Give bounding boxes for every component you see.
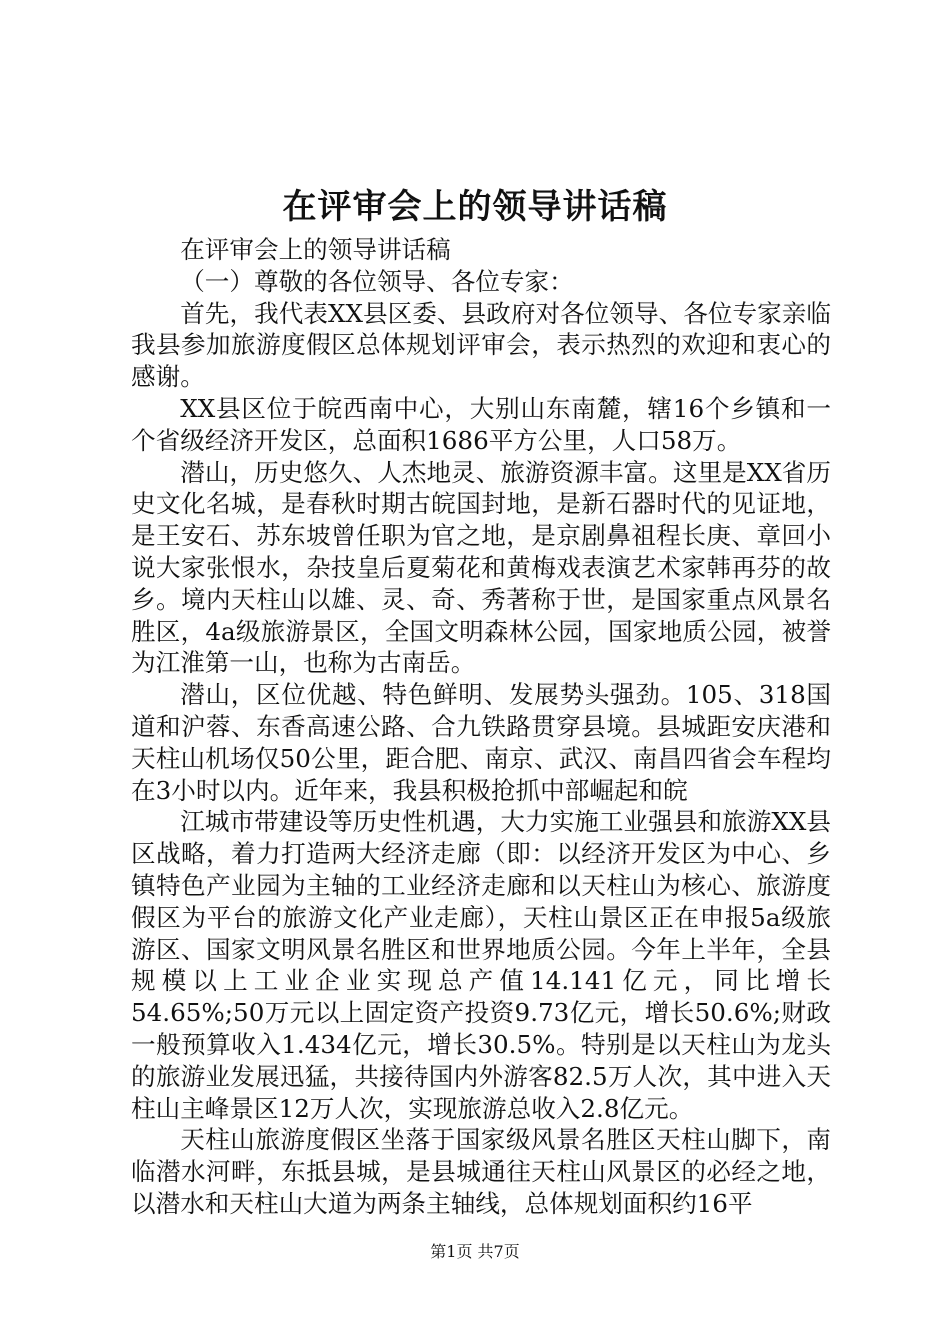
paragraph: 天柱山旅游度假区坐落于国家级风景名胜区天柱山脚下，南临潜水河畔，东抵县城，是县城通往天柱山风景区的必经之地，以潜水和天柱山大道为两条主轴线，总体规划面积约16平 (131, 1125, 831, 1218)
document-title: 在评审会上的领导讲话稿 (282, 187, 668, 227)
paragraph: （一）尊敬的各位领导、各位专家： (180, 266, 574, 296)
paragraph: 首先，我代表XX县区委、县政府对各位领导、各位专家亲临我县参加旅游度假区总体规划评审会，表示热烈的欢迎和衷心的感谢。 (131, 298, 831, 392)
paragraph: 在评审会上的领导讲话稿 (180, 235, 451, 264)
paragraph: 江城市带建设等历史性机遇，大力实施工业强县和旅游XX县区战略，着力打造两大经济走廊（即：以经济开发区为中心、乡镇特色产业园为主轴的工业经济走廊和以天柱山为核心、旅游度假区为平台的旅游文化产业走廊），天柱山景区正在申报5a级旅游区、国家文明风景名胜区和世界地质公园。今年上半年，全县规模以上工业企业实现总产值14.141亿元，同比增长54.65%;50万元以上固定资产投资9.73亿元，增长50.6%;财政一般预算收入1.434亿元，增长30.5%。特别是以天柱山为龙头的旅游业发展迅猛，共接待国内外游客82.5万人次，其中进入天柱山主峰景区12万人次，实现旅游总收入2.8亿元。 (131, 807, 831, 1123)
paragraph: 潜山，历史悠久、人杰地灵、旅游资源丰富。这里是XX省历史文化名城，是春秋时期古皖国封地，是新石器时代的见证地，是王安石、苏东坡曾任职为官之地，是京剧鼻祖程长庚、章回小说大家张恨水，杂技皇后夏菊花和黄梅戏表演艺术家韩再芬的故乡。境内天柱山以雄、灵、奇、秀著称于世，是国家重点风景名胜区，4a级旅游景区，全国文明森林公园，国家地质公园，被誉为江淮第一山，也称为古南岳。 (131, 457, 831, 678)
paragraph: 潜山，区位优越、特色鲜明、发展势头强劲。105、318国道和沪蓉、东香高速公路、合九铁路贯穿县境。县城距安庆港和天柱山机场仅50公里，距合肥、南京、武汉、南昌四省会车程均在3小时以内。近年来，我县积极抢抓中部崛起和皖 (131, 680, 831, 805)
document-body (131, 234, 831, 1220)
paragraph: XX县区位于皖西南中心，大别山东南麓，辖16个乡镇和一个省级经济开发区，总面积1686平方公里，人口58万。 (131, 393, 831, 455)
page-footer: 第1页 共7页 (430, 1242, 520, 1261)
